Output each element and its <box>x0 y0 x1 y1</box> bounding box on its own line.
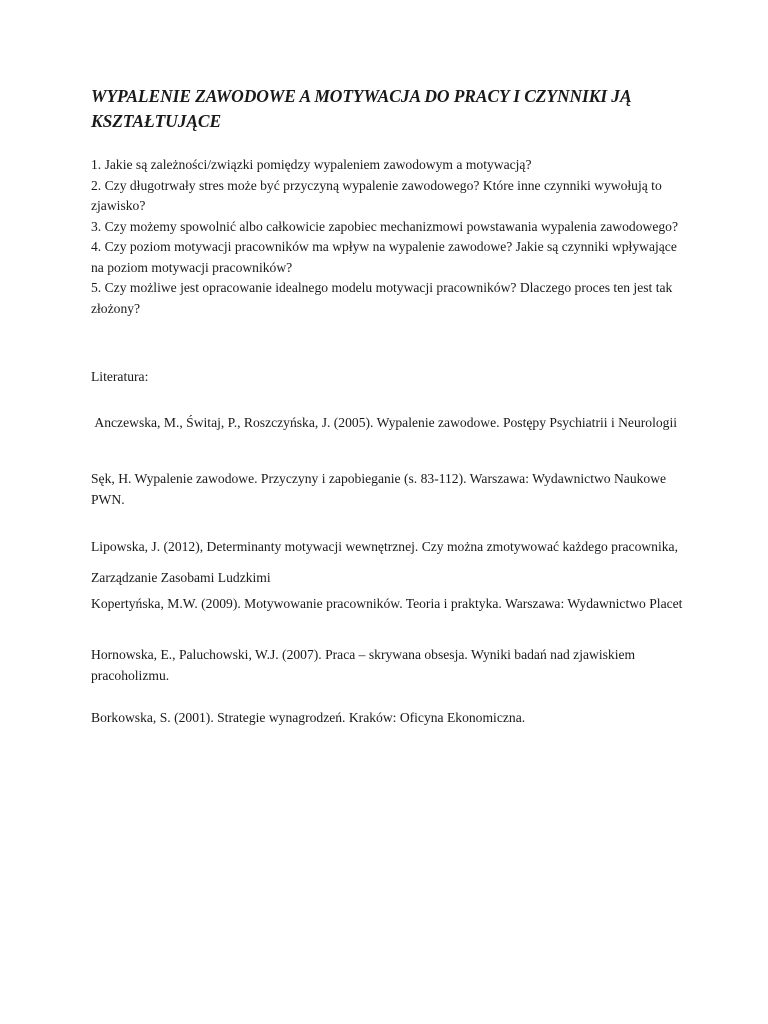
reference-item: Anczewska, M., Świtaj, P., Roszczyńska, J. (2005). Wypalenie zawodowe. Postępy Psychiatrii i Neurologii <box>91 415 678 430</box>
question-list <box>91 155 691 319</box>
question-item: 3. Czy możemy spowolnić albo całkowicie zapobiec mechanizmowi powstawania wypalenia zawodowego? <box>91 218 678 234</box>
reference-item: Lipowska, J. (2012), Determinanty motywacji wewnętrznej. Czy można zmotywować każdego pracownika, Zarządzanie Zasobami Ludzkimi <box>91 539 678 585</box>
question-item: 4. Czy poziom motywacji pracowników ma wpływ na wypalenie zawodowe? Jakie są czynniki wpływające na poziom motywacji pracowników? <box>91 239 677 275</box>
question-item: 5. Czy możliwe jest opracowanie idealnego modelu motywacji pracowników? Dlaczego proces ten jest tak złożony? <box>91 280 673 316</box>
reference-item: Borkowska, S. (2001). Strategie wynagrodzeń. Kraków: Oficyna Ekonomiczna. <box>91 710 526 725</box>
reference-item: Sęk, H. Wypalenie zawodowe. Przyczyny i zapobieganie (s. 83-112). Warszawa: Wydawnictwo Naukowe PWN. <box>91 471 667 507</box>
reference-item: Hornowska, E., Paluchowski, W.J. (2007). Praca – skrywana obsesja. Wyniki badań nad zjawiskiem pracoholizmu. <box>91 647 636 683</box>
document-title: WYPALENIE ZAWODOWE A MOTYWACJA DO PRACY I CZYNNIKI JĄ KSZTAŁTUJĄCE <box>91 86 632 131</box>
question-item: 1. Jakie są zależności/związki pomiędzy wypaleniem zawodowym a motywacją? <box>91 157 532 172</box>
literature-heading: Literatura: <box>91 369 149 384</box>
reference-item: Kopertyńska, M.W. (2009). Motywowanie pracowników. Teoria i praktyka. Warszawa: Wydawnictwo Placet <box>91 596 683 611</box>
question-item: 2. Czy długotrwały stres może być przyczyną wypalenie zawodowego? Które inne czynniki wywołują to zjawisko? <box>91 177 662 213</box>
